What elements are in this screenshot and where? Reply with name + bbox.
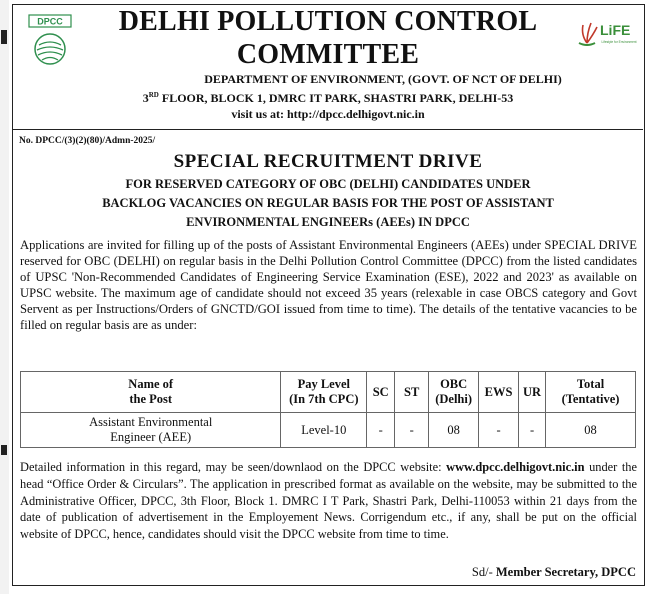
cell-total: 08: [546, 413, 636, 448]
department-name: DEPARTMENT OF ENVIRONMENT, (GOVT. OF NCT OF DELHI): [204, 72, 562, 86]
table-header-row: [21, 372, 636, 413]
reference-number: No. DPCC/(3)(2)(80)/Admn-2025/: [19, 136, 156, 146]
intro-paragraph: Applications are invited for filling up of the posts of Assistant Environmental Engineers (AEEs) under SPECIAL DRIVE reserved for OBC (DELHI) on regular basis in the Delhi Pollution Control Committee (DPCC) from the listed candidates of UPSC 'Non-Recommended Candidates of Engineering Service Examination (ESE), 2022 and 2023' as available on UPSC website. The maximum age of candidate should not exceed 35 years (relexable in case OBCS category and Govt Servent as per Instructions/Orders of GNCTD/GOI issued from time to time). The details of the tentative vacancies to be filled on regular basis are as under:: [20, 238, 637, 332]
department-address: [13, 87, 643, 106]
address-floor-suffix: RD: [148, 91, 159, 99]
organization-name: [83, 5, 573, 71]
signature-prefix: Sd/-: [471, 565, 496, 579]
header-st: ST: [395, 372, 429, 413]
signatory: Member Secretary, DPCC: [495, 565, 636, 579]
cell-obc: 08: [429, 413, 479, 448]
notice-subtitle-line1: FOR RESERVED CATEGORY OF OBC (DELHI) CANDIDATES UNDER: [125, 177, 531, 191]
details-paragraph: [20, 459, 637, 543]
cell-post-name: Assistant Environmental Engineer (AEE): [21, 413, 281, 448]
website-line: visit us at: http://dpcc.delhigovt.nic.in: [231, 107, 425, 121]
header-pay-level: Pay Level (In 7th CPC): [281, 372, 367, 413]
vacancy-table: [20, 371, 636, 448]
dpcc-website-link: www.dpcc.delhigovt.nic.in: [446, 460, 585, 474]
header-total: Total (Tentative): [546, 372, 636, 413]
advertisement-notice: [12, 4, 645, 586]
header-sc: SC: [367, 372, 395, 413]
details-intro: Detailed information in this regard, may be seen/downlaod on the DPCC website:: [20, 460, 447, 474]
scan-left-margin: [0, 0, 9, 594]
cell-st: -: [395, 413, 429, 448]
address-floor-number: 3: [142, 91, 149, 105]
address-text: FLOOR, BLOCK 1, DMRC IT PARK, SHASTRI PARK, DELHI-53: [158, 91, 514, 105]
life-logo-subtext: Lifestyle for Environment: [601, 40, 637, 44]
header-ur: UR: [519, 372, 546, 413]
cell-ews: -: [479, 413, 519, 448]
life-logo-text: LiFE: [600, 22, 631, 38]
cell-sc: -: [367, 413, 395, 448]
notice-subtitle-line2: BACKLOG VACANCIES ON REGULAR BASIS FOR THE POST OF ASSISTANT: [102, 196, 554, 210]
notice-subtitle-line3: ENVIRONMENTAL ENGINEERs (AEEs) IN DPCC: [186, 215, 470, 229]
dpcc-logo-text: DPCC: [37, 16, 63, 27]
details-rest: under the head “Office Order & Circulars”. The application in prescribed format as available on the website, may be submitted to the Administrative Officer, DPCC, 3th Floor, Block 1. DMRC I T Park, Shastri Park, Delhi-110053 within 21 days from the date of publication of advertisement in the Employement News. Corrigendum etc., if any, shall be put on the official website of DPCC, hence, candidates should visit the DPCC website from time to time.: [20, 460, 638, 542]
signature-line: [472, 565, 636, 580]
header-name-of-post: Name of the Post: [21, 372, 281, 413]
margin-mark: [1, 30, 7, 44]
letterhead: [13, 5, 643, 130]
header-obc: OBC (Delhi): [429, 372, 479, 413]
notice-subtitle: [53, 175, 603, 232]
dpcc-logo: [27, 13, 73, 69]
header-ews: EWS: [479, 372, 519, 413]
organization-name-line1: DELHI POLLUTION CONTROL: [118, 6, 538, 37]
notice-title: SPECIAL RECRUITMENT DRIVE: [173, 151, 483, 172]
organization-name-line2: COMMITTEE: [236, 39, 420, 70]
margin-mark: [1, 445, 7, 455]
header-divider: [13, 129, 643, 130]
cell-pay-level: Level-10: [281, 413, 367, 448]
life-logo: [573, 13, 639, 53]
department-block: [13, 71, 643, 122]
cell-ur: -: [519, 413, 546, 448]
table-row: [21, 413, 636, 448]
